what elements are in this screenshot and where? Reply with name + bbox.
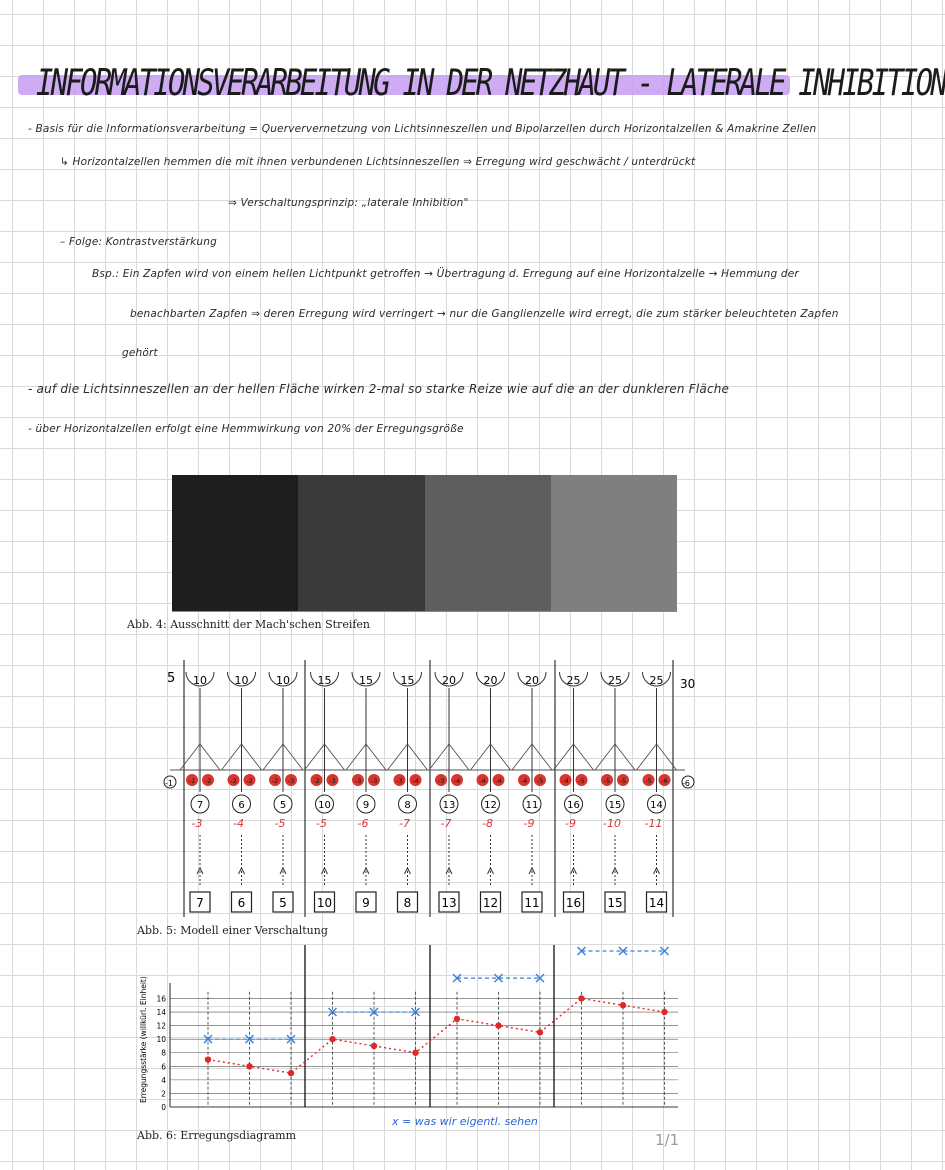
handwritten-inhibit: -4 xyxy=(233,817,244,830)
measured-point xyxy=(454,1016,460,1022)
input-value: 15 xyxy=(317,674,332,687)
input-value: 25 xyxy=(566,674,581,687)
inhibit-pair-right: -5 xyxy=(619,777,627,785)
note-line-8: - auf die Lichtsinneszellen an der hellen Fläche wirken 2-mal so starke Reize wie auf die an der dunkleren Fläche xyxy=(28,382,730,396)
inhibit-pair-left: -3 xyxy=(437,777,445,785)
branch-right xyxy=(491,744,511,770)
inhibit-pair-left: -2 xyxy=(313,777,320,785)
output-value: 16 xyxy=(565,896,582,910)
input-value: 10 xyxy=(276,674,290,687)
inhibit-pair-right: -2 xyxy=(204,777,212,785)
y-axis-label: Erregungsstärke (willkürl. Einheit) xyxy=(139,976,148,1103)
handwritten-inhibit: -8 xyxy=(482,817,493,830)
branch-left xyxy=(305,744,325,770)
bipolar-value: 14 xyxy=(650,800,663,811)
right-edge-inhibit: -6 xyxy=(682,779,690,788)
handwritten-inhibit: -7 xyxy=(399,817,410,830)
branch-left xyxy=(222,744,242,770)
inhibit-pair-right: -6 xyxy=(661,777,668,785)
branch-left xyxy=(637,744,657,770)
inhibit-pair-right: -2 xyxy=(246,777,253,785)
y-tick-label: 2 xyxy=(161,1089,166,1099)
excitation-chart xyxy=(130,935,690,1130)
stripe-2 xyxy=(298,475,424,611)
measured-point xyxy=(205,1056,211,1062)
bipolar-value: 8 xyxy=(404,800,411,811)
inhibit-pair-left: -2 xyxy=(230,777,237,785)
handwritten-inhibit: -5 xyxy=(274,817,286,830)
input-value: 10 xyxy=(193,674,207,687)
y-tick-label: 6 xyxy=(161,1062,166,1072)
handwritten-inhibit: -10 xyxy=(603,817,621,830)
input-value: 20 xyxy=(525,674,539,687)
inhibit-pair-left: -5 xyxy=(645,777,652,785)
right-edge-input: 30 xyxy=(680,677,696,691)
measured-point xyxy=(246,1063,252,1069)
bipolar-value: 7 xyxy=(196,800,204,811)
y-tick-label: 8 xyxy=(161,1048,166,1058)
bipolar-value: 6 xyxy=(238,800,245,811)
output-value: 6 xyxy=(237,896,246,910)
handwritten-inhibit: -6 xyxy=(357,817,369,830)
figure-5-caption: Abb. 5: Modell einer Verschaltung xyxy=(137,924,328,937)
figure-4-caption: Abb. 4: Ausschnitt der Mach'schen Streifen xyxy=(127,618,371,631)
inhibit-pair-right: -4 xyxy=(495,777,502,785)
y-tick-label: 4 xyxy=(161,1075,166,1085)
inhibit-pair-right: -5 xyxy=(578,777,585,785)
output-value: 13 xyxy=(441,896,457,910)
input-value: 10 xyxy=(234,674,249,687)
branch-left xyxy=(429,744,449,770)
inhibit-pair-left: -4 xyxy=(520,777,528,785)
bipolar-value: 15 xyxy=(608,800,622,811)
note-line-5: Bsp.: Ein Zapfen wird von einem hellen Lichtpunkt getroffen → Übertragung d. Erregung auf eine Horizontalzelle → Hemmung der xyxy=(92,268,799,280)
output-value: 7 xyxy=(196,896,204,910)
measured-point xyxy=(329,1036,335,1042)
bipolar-value: 10 xyxy=(318,800,331,811)
inhibit-pair-right: -4 xyxy=(453,777,461,785)
branch-right xyxy=(366,744,386,770)
input-value: 15 xyxy=(400,674,415,687)
note-line-2: ↳ Horizontalzellen hemmen die mit ihnen verbundenen Lichtsinneszellen ⇒ Erregung wird geschwächt / unterdrückt xyxy=(60,156,696,168)
branch-right xyxy=(283,744,303,770)
input-value: 15 xyxy=(359,674,373,687)
note-line-7: gehört xyxy=(122,347,158,359)
branch-left xyxy=(263,744,283,770)
branch-left xyxy=(471,744,491,770)
inhibit-pair-left: -1 xyxy=(188,777,196,785)
output-value: 8 xyxy=(403,896,412,910)
output-value: 12 xyxy=(482,896,499,910)
handwritten-inhibit: -3 xyxy=(191,817,203,830)
note-line-1: - Basis für die Informationsverarbeitung = Querververnetzung von Lichtsinneszellen und Bipolarzellen durch Horizontalzellen & Amakrine Zellen xyxy=(28,123,817,135)
output-value: 15 xyxy=(607,896,623,910)
stripe-4 xyxy=(551,475,677,611)
stripe-3 xyxy=(425,475,551,611)
handwritten-inhibit: -11 xyxy=(644,817,663,830)
bipolar-value: 12 xyxy=(484,800,497,811)
inhibit-pair-left: -5 xyxy=(603,777,611,785)
inhibit-pair-right: -5 xyxy=(536,777,544,785)
bipolar-value: 5 xyxy=(279,800,287,811)
inhibit-pair-right: -3 xyxy=(329,777,336,785)
output-value: 9 xyxy=(362,896,370,910)
measured-point xyxy=(412,1050,418,1056)
branch-right xyxy=(449,744,469,770)
handwritten-inhibit: -7 xyxy=(440,817,452,830)
series-measured-line xyxy=(208,998,665,1073)
branch-left xyxy=(180,744,200,770)
page-title: INFORMATIONSVERARBEITUNG IN DER NETZHAUT - LATERALE INHIBITION xyxy=(36,61,945,104)
output-value: 14 xyxy=(648,896,665,910)
measured-point xyxy=(495,1022,501,1028)
mach-stripes xyxy=(172,475,677,612)
handwritten-inhibit: -9 xyxy=(565,817,576,830)
y-tick-label: 16 xyxy=(156,994,166,1004)
inhibit-pair-left: -3 xyxy=(354,777,362,785)
inhibit-pair-right: -3 xyxy=(287,777,295,785)
measured-point xyxy=(578,995,584,1001)
inhibit-pair-right: -4 xyxy=(412,777,419,785)
branch-left xyxy=(595,744,615,770)
branch-left xyxy=(554,744,574,770)
bipolar-value: 9 xyxy=(362,800,370,811)
title-block xyxy=(16,58,945,104)
branch-right xyxy=(242,744,262,770)
branch-right xyxy=(574,744,594,770)
legend-note: x = was wir eigentl. sehen xyxy=(392,1115,538,1128)
input-value: 25 xyxy=(649,674,664,687)
measured-point xyxy=(661,1009,667,1015)
y-tick-label: 12 xyxy=(156,1021,166,1031)
bipolar-value: 13 xyxy=(442,800,456,811)
input-value: 20 xyxy=(442,674,456,687)
inhibit-pair-right: -3 xyxy=(370,777,378,785)
inhibit-pair-left: -4 xyxy=(562,777,569,785)
inhibit-pair-left: -3 xyxy=(396,777,403,785)
input-value: 20 xyxy=(483,674,498,687)
measured-point xyxy=(371,1043,377,1049)
output-value: 10 xyxy=(316,896,333,910)
note-line-6: benachbarten Zapfen ⇒ deren Erregung wird verringert → nur die Ganglienzelle wird erregt, die zum stärker beleuchteten Zapfen xyxy=(130,308,839,320)
handwritten-inhibit: -9 xyxy=(523,817,535,830)
inhibit-pair-left: -2 xyxy=(271,777,279,785)
note-line-4: – Folge: Kontrastverstärkung xyxy=(60,236,217,248)
y-tick-label: 14 xyxy=(156,1008,166,1018)
inhibit-pair-left: -4 xyxy=(479,777,486,785)
input-value: 25 xyxy=(608,674,622,687)
note-line-3: ⇒ Verschaltungsprinzip: „laterale Inhibition" xyxy=(228,197,469,209)
output-value: 5 xyxy=(279,896,287,910)
measured-point xyxy=(620,1002,626,1008)
left-edge-input: 5 xyxy=(167,671,176,686)
note-line-9: - über Horizontalzellen erfolgt eine Hemmwirkung von 20% der Erregungsgröße xyxy=(28,423,464,435)
output-value: 11 xyxy=(524,896,540,910)
branch-right xyxy=(615,744,635,770)
measured-point xyxy=(537,1029,543,1035)
branch-right xyxy=(532,744,552,770)
branch-left xyxy=(512,744,532,770)
page-number: 1/1 xyxy=(655,1131,680,1149)
stripe-1 xyxy=(172,475,298,611)
left-edge-inhibit: -1 xyxy=(165,779,173,788)
bipolar-value: 16 xyxy=(567,800,580,811)
branch-right xyxy=(408,744,428,770)
branch-right xyxy=(325,744,345,770)
branch-left xyxy=(388,744,408,770)
y-tick-label: 10 xyxy=(156,1035,166,1045)
y-tick-label: 0 xyxy=(161,1103,166,1112)
bipolar-value: 11 xyxy=(525,800,539,811)
branch-right xyxy=(200,744,220,770)
branch-left xyxy=(346,744,366,770)
model-diagram xyxy=(150,652,710,930)
handwritten-inhibit: -5 xyxy=(316,817,327,830)
figure-6-caption: Abb. 6: Erregungsdiagramm xyxy=(137,1129,297,1142)
measured-point xyxy=(288,1070,294,1076)
